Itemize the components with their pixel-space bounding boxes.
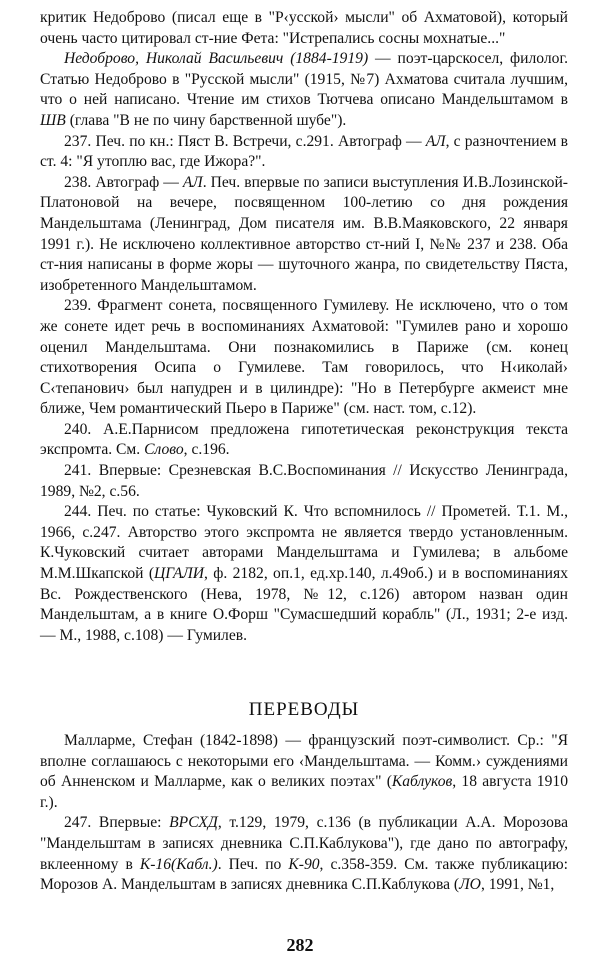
source-kablukov: Каблуков [391, 773, 453, 791]
abbr-vrskhd: ВРСХД [169, 814, 218, 832]
abbr-shv: ШВ [40, 111, 66, 129]
note-237: 237. Печ. по кн.: Пяст В. Встречи, с.291. Автограф — АЛ, с разночтением в ст. 4: "Я утоплю вас, где Ижора?". [40, 132, 568, 171]
notes-block [40, 8, 568, 646]
abbr-al: АЛ [425, 132, 446, 150]
abbr-k90: К-90 [288, 855, 320, 873]
note-continuation: критик Недоброво (писал еще в "Р‹усской› мысли" об Ахматовой), который очень часто цитировал ст-ние Фета: "Истрепались сосны мохнатые..." [40, 9, 568, 47]
note-nedobrovo: Недоброво, Николай Васильевич (1884-1919) — поэт-царскосел, филолог. Статью Недоброво в "Русской мысли" (1915, №7) Ахматова считала лучшим, что о ней написано. Чтение им стихов Тютчева описано Мандельштамом в ШВ (глава "В не по чину барственной шубе"). [40, 50, 568, 129]
translations-block [40, 731, 568, 896]
note-247: 247. Впервые: ВРСХД, т.129, 1979, с.136 (в публикации А.А. Морозова "Мандельштам в записях дневника С.П.Каблукова"), где дано по автографу, вклеенному в К-16(Кабл.). Печ. по К-90, с.358-359. См. также публикацию: Морозов А. Мандельштам в записях дневника С.П.Каблукова (ЛО, 1991, №1, [40, 814, 568, 894]
abbr-al: АЛ [182, 173, 203, 191]
page-number: 282 [286, 935, 314, 955]
abbr-k16: К-16(Кабл.) [139, 855, 218, 873]
note-mallarme: Малларме, Стефан (1842-1898) — французский поэт-символист. Ср.: "Я вполне соглашаюсь с некоторыми его ‹Мандельштама. — Комм.› суждениями об Анненском и Малларме, как о великих поэтах" (Каблуков, 18 августа 1910 г.). [40, 732, 568, 811]
section-title: ПЕРЕВОДЫ [248, 699, 360, 721]
note-238: 238. Автограф — АЛ. Печ. впервые по записи выступления И.В.Лозинской-Платоновой на вечере, посвященном 100-летию со дня рождения Мандельштама (Ленинград, Дом писателя им. В.В.Маяковского, 22 января 1991 г.). Не исключено коллективное авторство ст-ний I, №№ 237 и 238. Оба ст-ния написаны в форме жоры — шуточного жанра, по свидетельству Пяста, изобретенного Мандельштамом. [40, 173, 568, 294]
note-239: 239. Фрагмент сонета, посвященного Гумилеву. Не исключено, что о том же сонете идет речь в воспоминаниях Ахматовой: "Гумилев рано и хорошо оценил Мандельштама. Они познакомились в Париже (см. конец стихотворения Осипа о Гумилеве. Там говорилось, что Н‹иколай› С‹тепанович› был напудрен и в цилиндре): "Но в Петербурге акмеист мне ближе, Чем романтический Пьеро в Париже" (см. наст. том, с.12). [40, 297, 568, 418]
note-244: 244. Печ. по статье: Чуковский К. Что вспомнилось // Прометей. Т.1. М., 1966, с.247. Авторство этого экспромта не является твердо установленным. К.Чуковский считает авторами Мандельштама и Гумилева; в альбоме М.М.Шкапской (ЦГАЛИ, ф. 2182, оп.1, ед.хр.140, л.49об.) и в воспоминаниях Вс. Рождественского (Нева, 1978, №12, с.126) автором назван один Мандельштам, а в книге О.Форш "Сумасшедший корабль" (Л., 1931; 2-е изд. — М., 1988, с.108) — Гумилев. [40, 503, 568, 644]
person-name: Недоброво, Николай Васильевич (1884-1919) [64, 50, 369, 68]
abbr-tsgali: ЦГАЛИ [154, 565, 205, 583]
source-slovo: Слово [144, 441, 184, 459]
note-241: 241. Впервые: Срезневская В.С.Воспоминания // Искусство Ленинграда, 1989, №2, с.56. [40, 462, 568, 500]
note-240: 240. А.Е.Парнисом предложена гипотетическая реконструкция текста экспромта. См. Слово, с.196. [40, 420, 568, 459]
abbr-lo: ЛО [459, 876, 481, 894]
